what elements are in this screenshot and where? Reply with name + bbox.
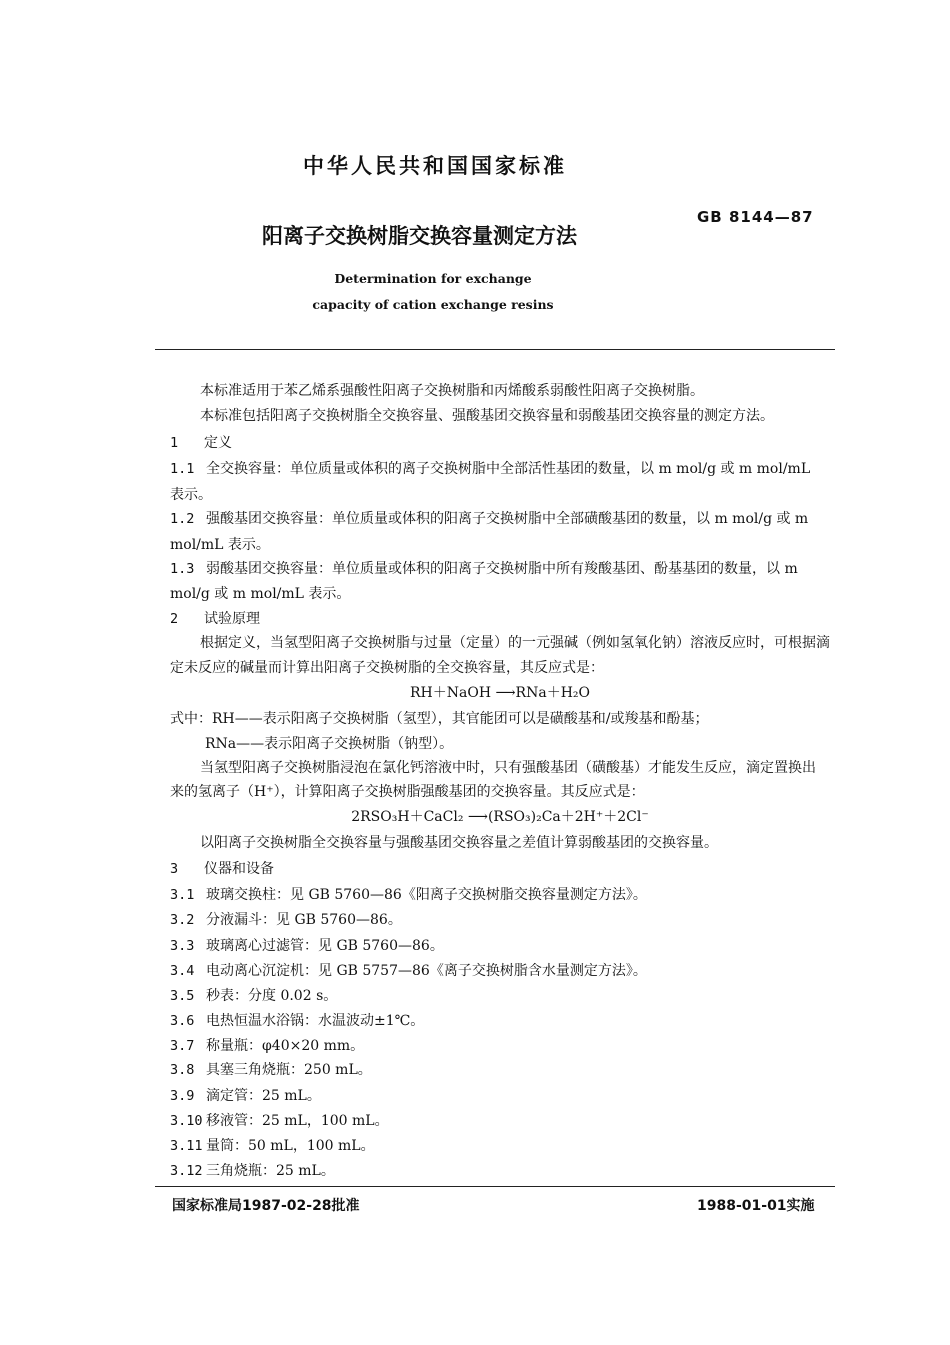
principle-paragraph-1: 根据定义，当氢型阳离子交换树脂与过量（定量）的一元强碱（例如氢氧化钠）溶液反应时，可根据滴 [200,635,830,651]
item-text: 电动离心沉淀机：见 GB 5757—86《离子交换树脂含水量测定方法》。 [206,963,647,979]
item-text: 玻璃交换柱：见 GB 5760—86《阳离子交换树脂交换容量测定方法》。 [206,887,647,903]
clause-text: 强酸基团交换容量：单位质量或体积的阳离子交换树脂中全部磺酸基团的数量，以 m mol/g 或 m [206,511,809,527]
item-text: 电热恒温水浴锅：水温波动±1℃。 [206,1013,425,1029]
intro-paragraph-1: 本标准适用于苯乙烯系强酸性阳离子交换树脂和丙烯酸系弱酸性阳离子交换树脂。 [200,383,704,399]
standard-organization: 中华人民共和国国家标准 [303,154,567,178]
principle-paragraph-1-continued: 定未反应的碱量而计算出阳离子交换树脂的全交换容量，其反应式是： [170,660,604,676]
item-number: 3.8 [170,1062,195,1078]
header-divider [155,349,835,350]
clause-1-1-continued: 表示。 [170,487,212,503]
item-number: 3.3 [170,938,195,954]
reaction-equation-1: RH＋NaOH ⟶RNa＋H₂O [410,685,590,701]
item-number: 3.12 [170,1163,203,1179]
principle-paragraph-2: 当氢型阳离子交换树脂浸泡在氯化钙溶液中时，只有强酸基团（磺酸基）才能发生反应，滴定置换出 [200,760,816,776]
clause-1-3 [170,558,798,578]
section-number: 1 [170,435,179,451]
item-text: 滴定管：25 mL。 [206,1088,321,1104]
principle-paragraph-3: 以阳离子交换树脂全交换容量与强酸基团交换容量之差值计算弱酸基团的交换容量。 [200,835,718,851]
item-text: 三角烧瓶：25 mL。 [206,1163,335,1179]
section-number: 2 [170,611,179,627]
document-title: 阳离子交换树脂交换容量测定方法 [262,224,577,248]
equipment-item [170,1110,389,1130]
equipment-item [170,884,647,904]
equipment-item [170,1085,321,1105]
clause-1-3-continued: mol/g 或 m mol/mL 表示。 [170,586,351,602]
equipment-item [170,960,647,980]
clause-text: 弱酸基团交换容量：单位质量或体积的阳离子交换树脂中所有羧酸基团、酚基基团的数量，以 m [206,561,798,577]
section-title: 仪器和设备 [204,861,274,877]
item-text: 称量瓶：φ40×20 mm。 [206,1038,365,1054]
where-clause-rna: RNa——表示阳离子交换树脂（钠型）。 [205,736,454,752]
item-text: 秒表：分度 0.02 s。 [206,988,338,1004]
equipment-item [170,985,337,1005]
equipment-item [170,909,402,929]
section-number: 3 [170,861,179,877]
intro-paragraph-2: 本标准包括阳离子交换树脂全交换容量、强酸基团交换容量和弱酸基团交换容量的测定方法。 [200,408,774,424]
item-number: 3.2 [170,912,195,928]
section-1-heading [170,432,232,452]
item-text: 移液管：25 mL，100 mL。 [206,1113,389,1129]
clause-number: 1.3 [170,561,195,577]
english-title-line-1: Determination for exchange [334,271,532,286]
equipment-item [170,935,444,955]
item-text: 量筒：50 mL，100 mL。 [206,1138,375,1154]
footer-divider [155,1186,835,1187]
english-title-line-2: capacity of cation exchange resins [312,297,554,312]
clause-number: 1.1 [170,461,195,477]
clause-number: 1.2 [170,511,195,527]
item-text: 具塞三角烧瓶：250 mL。 [206,1062,372,1078]
equipment-item [170,1059,372,1079]
equipment-item [170,1160,335,1180]
section-2-heading [170,608,260,628]
item-text: 分液漏斗：见 GB 5760—86。 [206,912,402,928]
item-number: 3.5 [170,988,195,1004]
approval-date: 国家标准局1987-02-28批准 [172,1198,360,1214]
equipment-item [170,1010,424,1030]
item-number: 3.7 [170,1038,195,1054]
item-number: 3.6 [170,1013,195,1029]
equipment-item [170,1135,375,1155]
item-number: 3.9 [170,1088,195,1104]
item-number: 3.4 [170,963,195,979]
item-text: 玻璃离心过滤管：见 GB 5760—86。 [206,938,444,954]
item-number: 3.11 [170,1138,203,1154]
where-clause-rh: 式中：RH——表示阳离子交换树脂（氢型），其官能团可以是磺酸基和/或羧基和酚基； [170,711,709,727]
effective-date: 1988-01-01实施 [697,1198,815,1214]
equipment-item [170,1035,364,1055]
reaction-equation-2: 2RSO₃H＋CaCl₂ ⟶(RSO₃)₂Ca＋2H⁺＋2Cl⁻ [351,809,649,825]
clause-1-2-continued: mol/mL 表示。 [170,537,270,553]
clause-text: 全交换容量：单位质量或体积的离子交换树脂中全部活性基团的数量，以 m mol/g 或 m mol/mL [206,461,811,477]
item-number: 3.10 [170,1113,203,1129]
item-number: 3.1 [170,887,195,903]
principle-paragraph-2-continued: 来的氢离子（H⁺），计算阳离子交换树脂强酸基团的交换容量。其反应式是： [170,784,645,800]
clause-1-2 [170,508,808,528]
clause-1-1 [170,458,810,478]
section-3-heading [170,858,274,878]
standard-code: GB 8144—87 [697,208,814,226]
section-title: 试验原理 [204,611,260,627]
section-title: 定义 [204,435,232,451]
